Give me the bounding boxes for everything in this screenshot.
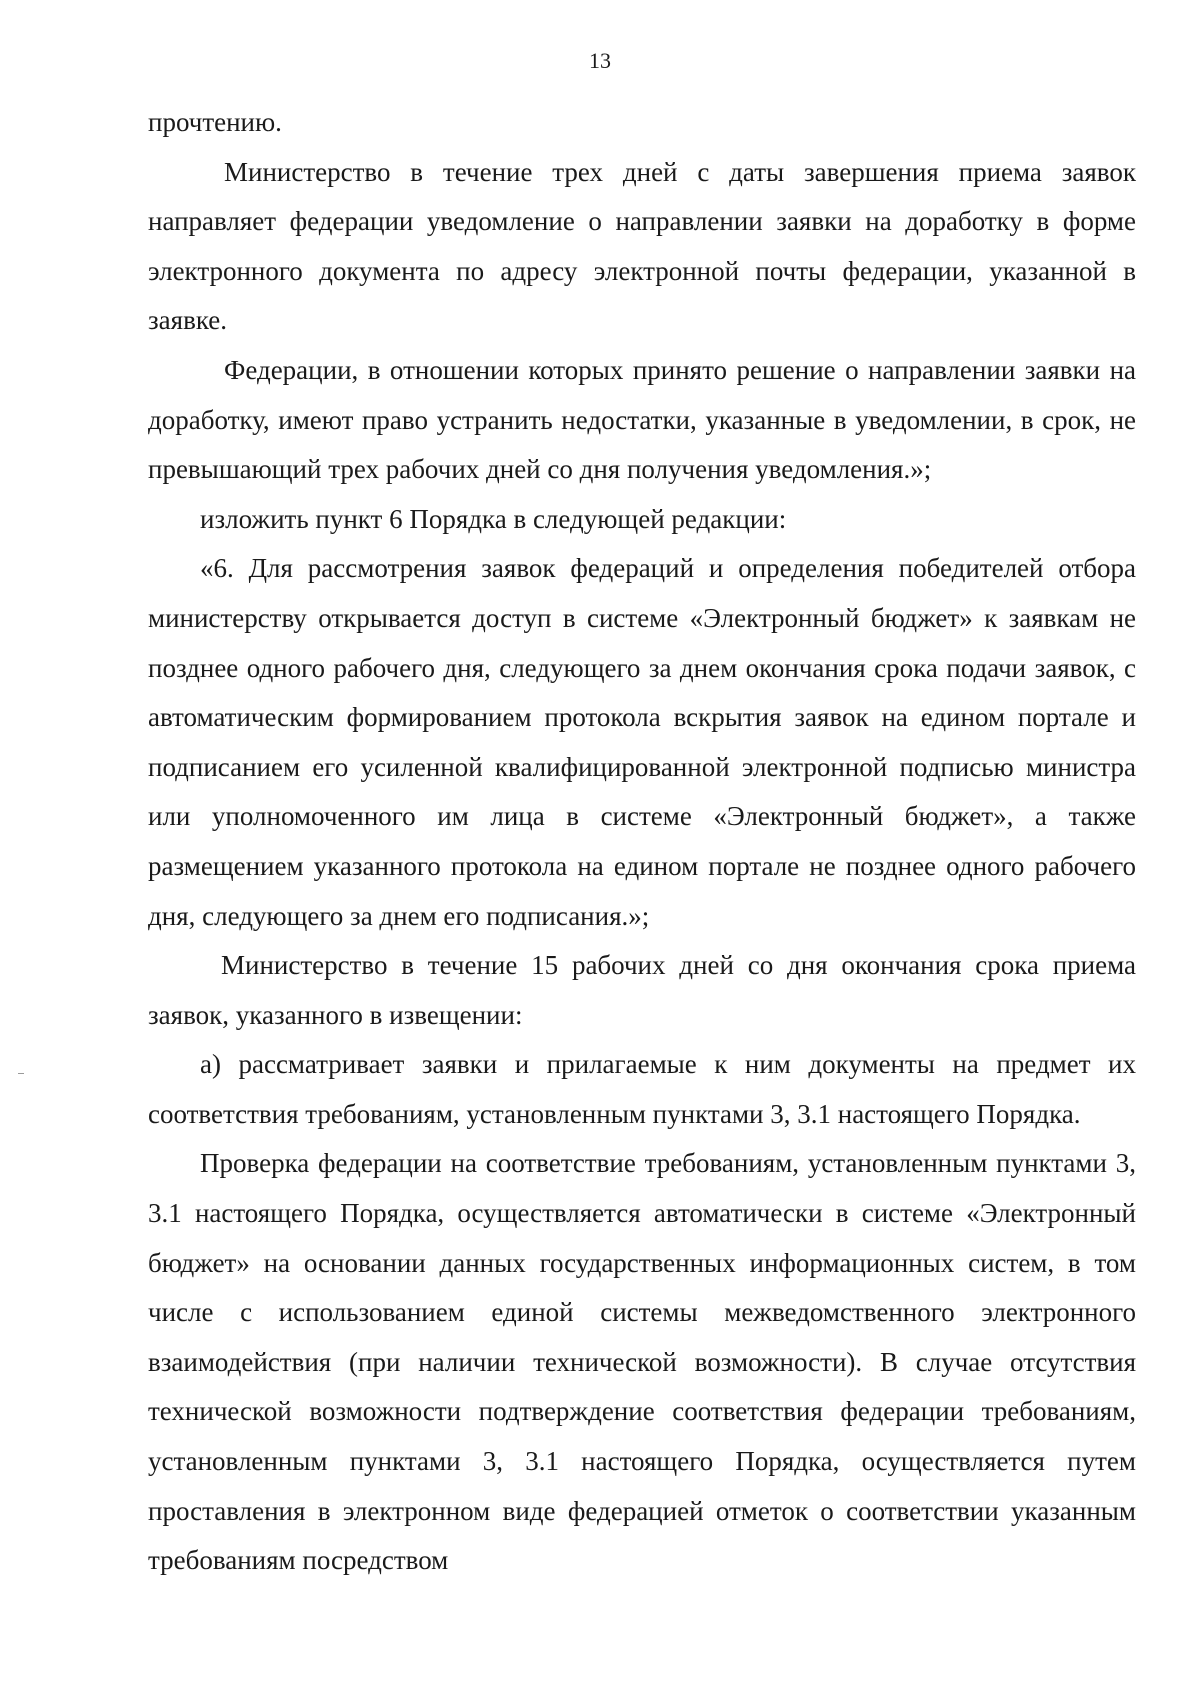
page-number: 13 (589, 48, 611, 73)
paragraph-ministry-notice: Министерство в течение трех дней с даты завершения приема заявок направляет федерации уведомление о направлении заявки на доработку в форме электронного документа по адресу электронной почты федерации, указанной в заявке. (148, 156, 1136, 336)
paragraph-verification: Проверка федерации на соответствие требованиям, установленным пунктами 3, 3.1 настоящего Порядка, осуществляется автоматически в системе «Электронный бюджет» на основании данных государственных информационных систем, в том числе с использованием единой системы межведомственного электронного взаимодействия (при наличии технической возможности). В случае отсутствия технической возможности подтверждение соответствия федерации требованиям, установленным пунктами 3, 3.1 настоящего Порядка, осуществляется путем проставления в электронном виде федерацией отметок о соответствии указанным требованиям посредством (148, 1148, 1136, 1576)
paragraph-item-6: «6. Для рассмотрения заявок федераций и определения победителей отбора министерству открывается доступ в системе «Электронный бюджет» к заявкам не позднее одного рабочего дня, следующего за днем окончания срока подачи заявок, с автоматическим формированием протокола вскрытия заявок на едином портале и подписанием его усиленной квалифицированной электронной подписью министра или уполномоченного им лица в системе «Электронный бюджет», а также размещением указанного протокола на едином портале не позднее одного рабочего дня, следующего за днем его подписания.»; (148, 553, 1136, 931)
scan-artifact (18, 1073, 24, 1074)
paragraph-review-period: Министерство в течение 15 рабочих дней со дня окончания срока приема заявок, указанного в извещении: (148, 950, 1136, 1030)
document-body (148, 98, 1136, 1586)
paragraph-subitem-a: а) рассматривает заявки и прилагаемые к ним документы на предмет их соответствия требованиям, установленным пунктами 3, 3.1 настоящего Порядка. (148, 1049, 1136, 1129)
paragraph-federation-rights: Федерации, в отношении которых принято решение о направлении заявки на доработку, имеют право устранить недостатки, указанные в уведомлении, в срок, не превышающий трех рабочих дней со дня получения уведомления.»; (148, 354, 1136, 485)
paragraph-amendment-intro: изложить пункт 6 Порядка в следующей редакции: (200, 503, 787, 534)
paragraph-continuation: прочтению. (148, 107, 282, 137)
